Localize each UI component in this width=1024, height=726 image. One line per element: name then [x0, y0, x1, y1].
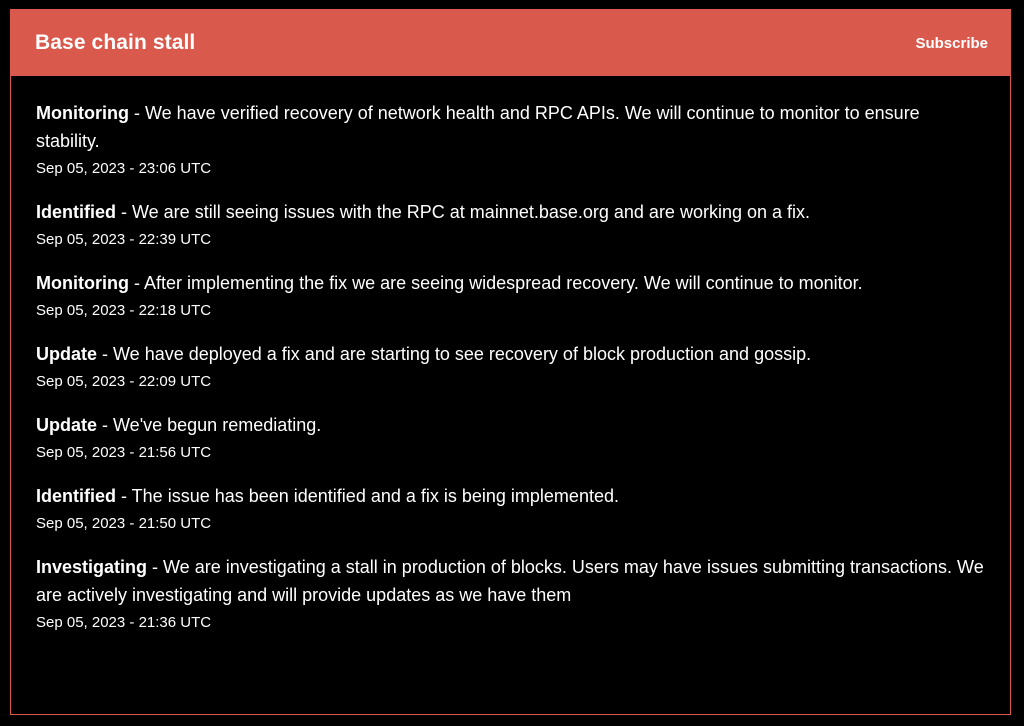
update-separator: -: [97, 415, 114, 435]
update-status: Investigating: [36, 557, 148, 577]
update-separator: -: [147, 557, 164, 577]
update-separator: -: [97, 344, 114, 364]
update-message: We have deployed a fix and are starting to see recovery of block production and gossip.: [113, 344, 812, 364]
incident-card: [10, 9, 1011, 715]
update-text: [36, 482, 986, 510]
update-separator: -: [128, 103, 145, 123]
update-text: [36, 99, 986, 155]
update-separator: -: [128, 273, 144, 293]
update-status: Identified: [36, 486, 116, 506]
update-message: We've begun remediating.: [113, 415, 322, 435]
update-item: [36, 198, 986, 250]
update-text: [36, 198, 986, 226]
update-item: [36, 553, 986, 633]
update-message: We are still seeing issues with the RPC at mainnet.base.org and are working on a fix.: [132, 202, 811, 222]
update-status: Identified: [36, 202, 116, 222]
update-timestamp: Sep 05, 2023 - 22:39 UTC: [36, 231, 212, 248]
update-timestamp: Sep 05, 2023 - 22:18 UTC: [36, 302, 212, 319]
update-status: Update: [36, 415, 98, 435]
update-message: We have verified recovery of network health and RPC APIs. We will continue to monitor to ensure stability.: [36, 103, 920, 151]
update-item: [36, 482, 986, 534]
updates-list: [11, 76, 1010, 633]
subscribe-button[interactable]: Subscribe: [915, 34, 988, 52]
update-timestamp: Sep 05, 2023 - 23:06 UTC: [36, 160, 212, 177]
update-item: [36, 411, 986, 463]
update-text: [36, 411, 986, 439]
incident-header: [11, 10, 1010, 76]
update-item: [36, 269, 986, 321]
incident-title: Base chain stall: [35, 31, 196, 54]
update-text: [36, 269, 986, 297]
update-status: Monitoring: [36, 273, 129, 293]
update-message: We are investigating a stall in production of blocks. Users may have issues submitting transactions. We are actively investigating and will provide updates as we have them: [36, 557, 984, 605]
update-message: The issue has been identified and a fix is being implemented.: [131, 486, 619, 506]
update-item: [36, 340, 986, 392]
update-text: [36, 553, 986, 609]
update-text: [36, 340, 986, 368]
update-timestamp: Sep 05, 2023 - 22:09 UTC: [36, 373, 212, 390]
update-separator: -: [116, 486, 132, 506]
update-timestamp: Sep 05, 2023 - 21:50 UTC: [36, 515, 212, 532]
update-status: Monitoring: [36, 103, 129, 123]
update-message: After implementing the fix we are seeing widespread recovery. We will continue to monitor.: [144, 273, 863, 293]
update-timestamp: Sep 05, 2023 - 21:36 UTC: [36, 614, 212, 631]
update-separator: -: [116, 202, 132, 222]
update-item: [36, 99, 986, 179]
update-status: Update: [36, 344, 98, 364]
update-timestamp: Sep 05, 2023 - 21:56 UTC: [36, 444, 212, 461]
